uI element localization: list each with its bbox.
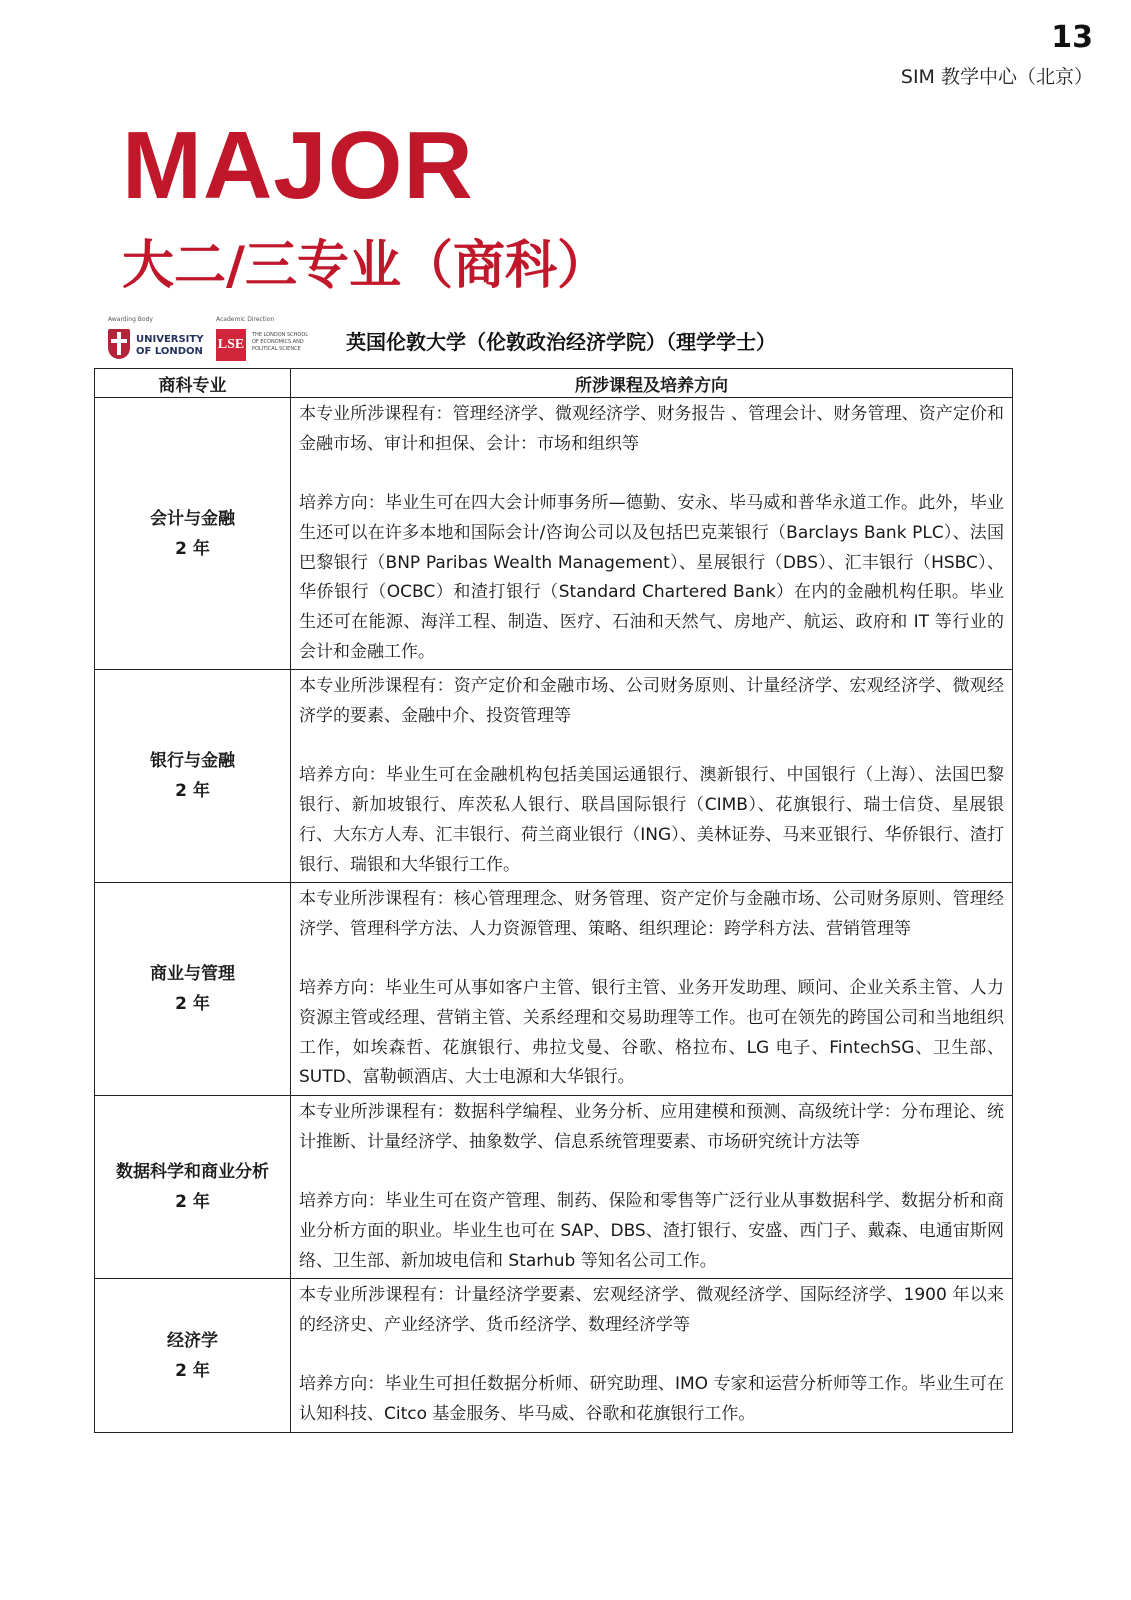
- major-duration: 2 年: [175, 1360, 210, 1381]
- header-org: SIM 教学中心（北京）: [900, 66, 1093, 88]
- major-duration: 2 年: [175, 781, 210, 802]
- major-desc-cell: [291, 670, 1013, 883]
- major-name-cell: [95, 883, 291, 1096]
- lse-line3: POLITICAL SCIENCE: [252, 346, 301, 352]
- table-row: [95, 1279, 1013, 1433]
- major-name: 会计与金融: [150, 508, 235, 529]
- uol-wordmark: [136, 334, 203, 358]
- major-name-cell: [95, 1279, 291, 1433]
- courses-text: 本专业所涉课程有：管理经济学、微观经济学、财务报告 、管理会计、财务管理、资产定价和金融市场、审计和担保、会计：市场和组织等: [299, 404, 1004, 454]
- courses-text: 本专业所涉课程有：计量经济学要素、宏观经济学、微观经济学、国际经济学、1900 年以来的经济史、产业经济学、货币经济学、数理经济学等: [299, 1285, 1004, 1336]
- table-row: [95, 398, 1013, 670]
- major-desc-cell: [291, 1279, 1013, 1433]
- major-name: 数据科学和商业分析: [116, 1162, 269, 1183]
- header-major: 商科专业: [95, 369, 291, 398]
- major-duration: 2 年: [175, 1192, 210, 1213]
- major-desc-cell: [291, 883, 1013, 1096]
- uol-line2: OF LONDON: [136, 346, 203, 357]
- major-duration: 2 年: [175, 994, 210, 1015]
- major-name: 银行与金融: [150, 751, 235, 772]
- shield-icon: [108, 329, 130, 359]
- uol-caption: Awarding Body: [108, 316, 153, 323]
- major-duration: 2 年: [175, 538, 210, 559]
- table-row: [95, 670, 1013, 883]
- major-name-cell: [95, 670, 291, 883]
- courses-text: 本专业所涉课程有：数据科学编程、业务分析、应用建模和预测、高级统计学：分布理论、统计推断、计量经济学、抽象数学、信息系统管理要素、市场研究统计方法等: [299, 1102, 1004, 1152]
- lse-line2: OF ECONOMICS AND: [252, 339, 304, 345]
- major-title: MAJOR: [122, 112, 474, 219]
- major-desc-cell: [291, 398, 1013, 670]
- courses-text: 本专业所涉课程有：核心管理理念、财务管理、资产定价与金融市场、公司财务原则、管理经济学、管理科学方法、人力资源管理、策略、组织理论：跨学科方法、营销管理等: [299, 889, 1004, 939]
- page-number: 13: [1051, 20, 1093, 55]
- career-text: 培养方向：毕业生可从事如客户主管、银行主管、业务开发助理、顾问、企业关系主管、人力资源主管或经理、营销主管、关系经理和交易助理等工作。也可在领先的跨国公司和当地组织工作，如埃森哲、花旗银行、弗拉戈曼、谷歌、格拉布、LG 电子、FintechSG、卫生部、SUTD、富勒顿酒店、大士电源和大华银行。: [299, 978, 1004, 1088]
- uol-line1: UNIVERSITY: [136, 334, 204, 345]
- career-text: 培养方向：毕业生可在金融机构包括美国运通银行、澳新银行、中国银行（上海）、法国巴黎银行、新加坡银行、库茨私人银行、联昌国际银行（CIMB）、花旗银行、瑞士信贷、星展银行、大东方人寿、汇丰银行、荷兰商业银行（ING）、美林证券、马来亚银行、华侨银行、渣打银行、瑞银和大华银行工作。: [299, 765, 1004, 875]
- major-name: 商业与管理: [150, 964, 235, 985]
- university-of-london-logo: [106, 316, 206, 368]
- lse-line1: THE LONDON SCHOOL: [252, 332, 309, 338]
- logos: [106, 316, 326, 368]
- courses-text: 本专业所涉课程有：资产定价和金融市场、公司财务原则、计量经济学、宏观经济学、微观经济学的要素、金融中介、投资管理等: [299, 676, 1004, 727]
- table-row: [95, 883, 1013, 1096]
- table-row: [95, 1096, 1013, 1279]
- lse-wordmark: [252, 332, 322, 353]
- lse-mark: LSE: [216, 329, 246, 361]
- majors-table: [94, 368, 1013, 1433]
- career-text: 培养方向：毕业生可在资产管理、制药、保险和零售等广泛行业从事数据科学、数据分析和商业分析方面的职业。毕业生也可在 SAP、DBS、渣打银行、安盛、西门子、戴森、电通宙斯网络、卫生部、新加坡电信和 Starhub 等知名公司工作。: [299, 1191, 1004, 1271]
- lse-caption: Academic Direction: [216, 316, 275, 323]
- career-text: 培养方向：毕业生可在四大会计师事务所—德勤、安永、毕马威和普华永道工作。此外，毕业生还可以在许多本地和国际会计/咨询公司以及包括巴克莱银行（Barclays Bank PLC）、法国巴黎银行（BNP Paribas Wealth Management）、星展银行（DBS）、汇丰银行（HSBC）、华侨银行（OCBC）和渣打银行（Standard Chartered Bank）在内的金融机构任职。毕业生还可在能源、海洋工程、制造、医疗、石油和天然气、房地产、航运、政府和 IT 等行业的会计和金融工作。: [299, 493, 1004, 662]
- major-desc-cell: [291, 1096, 1013, 1279]
- career-text: 培养方向：毕业生可担任数据分析师、研究助理、IMO 专家和运营分析师等工作。毕业生可在认知科技、Citco 基金服务、毕马威、谷歌和花旗银行工作。: [299, 1374, 1004, 1425]
- major-name-cell: [95, 398, 291, 670]
- major-name: 经济学: [167, 1330, 218, 1351]
- major-name-cell: [95, 1096, 291, 1279]
- table-header-row: [95, 369, 1013, 398]
- sub-title: 大二/三专业（商科）: [122, 236, 609, 296]
- lse-logo: [216, 316, 326, 368]
- degree-title: 英国伦敦大学（伦敦政治经济学院）（理学学士）: [346, 330, 776, 354]
- header-courses: 所涉课程及培养方向: [291, 369, 1013, 398]
